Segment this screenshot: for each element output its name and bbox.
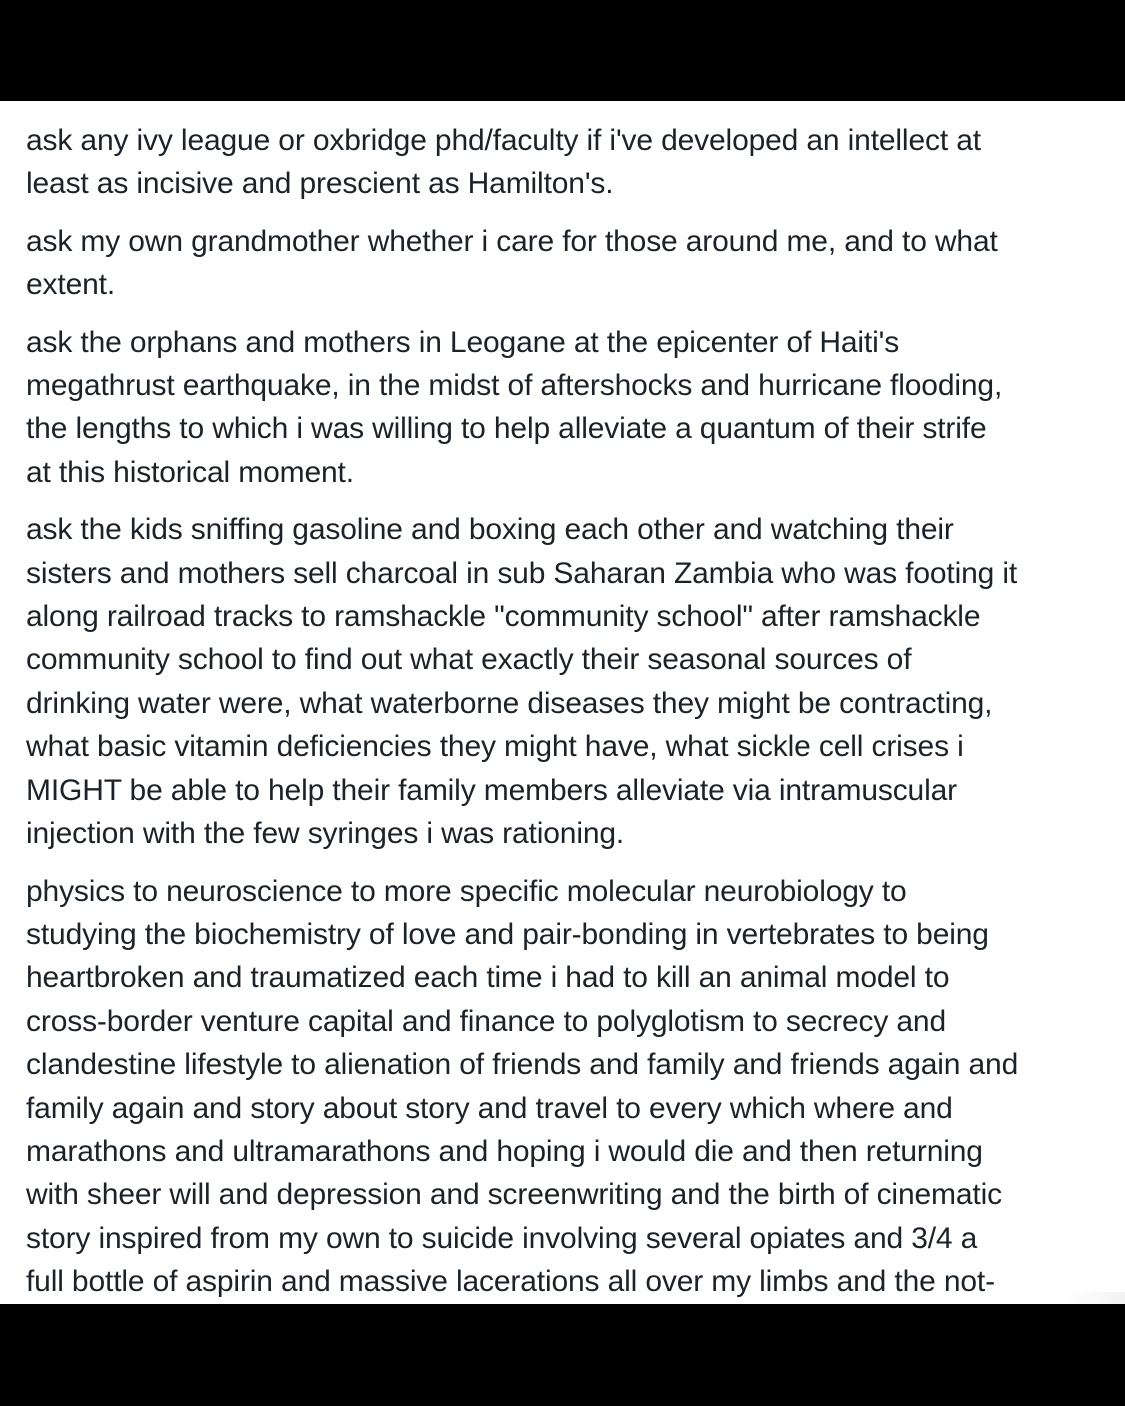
scroll-fade xyxy=(1065,1292,1125,1304)
paragraph-2: ask my own grandmother whether i care for those around me, and to what extent. xyxy=(26,224,998,302)
bottom-black-bar xyxy=(0,1304,1125,1406)
post-text xyxy=(26,119,1106,1304)
paragraph-3: ask the orphans and mothers in Leogane at the epicenter of Haiti's megathrust earthquake, in the midst of aftershocks and hurricane flooding, the lengths to which i was willing to help alleviate a quantum of their strife at this historical moment. xyxy=(26,325,1003,489)
paragraph-1: ask any ivy league or oxbridge phd/faculty if i've developed an intellect at least as incisive and prescient as Hamilton's. xyxy=(26,124,981,201)
paragraph-5: physics to neuroscience to more specific molecular neurobiology to studying the biochemistry of love and pair-bonding in vertebrates to being heartbroken and traumatized each time i had to kill an animal model to cross-border venture capital and finance to polyglotism to secrecy and clandestine lifestyle to alienation of friends and family and friends again and family again and story about story and travel to every which where and marathons and ultramarathons and hoping i would die and then returning with sheer will and depression and screenwriting and the birth of cinematic story inspired from my own to suicide involving several opiates and 3/4 a full bottle of aspirin and massive lacerations all over my limbs and the not- xyxy=(26,874,1019,1299)
top-black-bar xyxy=(0,0,1125,101)
paragraph-4: ask the kids sniffing gasoline and boxing each other and watching their sisters and mothers sell charcoal in sub Saharan Zambia who was footing it along railroad tracks to ramshackle "community school" after ramshackle community school to find out what exactly their seasonal sources of drinking water were, what waterborne diseases they might be contracting, what basic vitamin deficiencies they might have, what sickle cell crises i MIGHT be able to help their family members alleviate via intramuscular injection with the few syringes i was rationing. xyxy=(26,513,1018,851)
post-content xyxy=(0,101,1125,1304)
